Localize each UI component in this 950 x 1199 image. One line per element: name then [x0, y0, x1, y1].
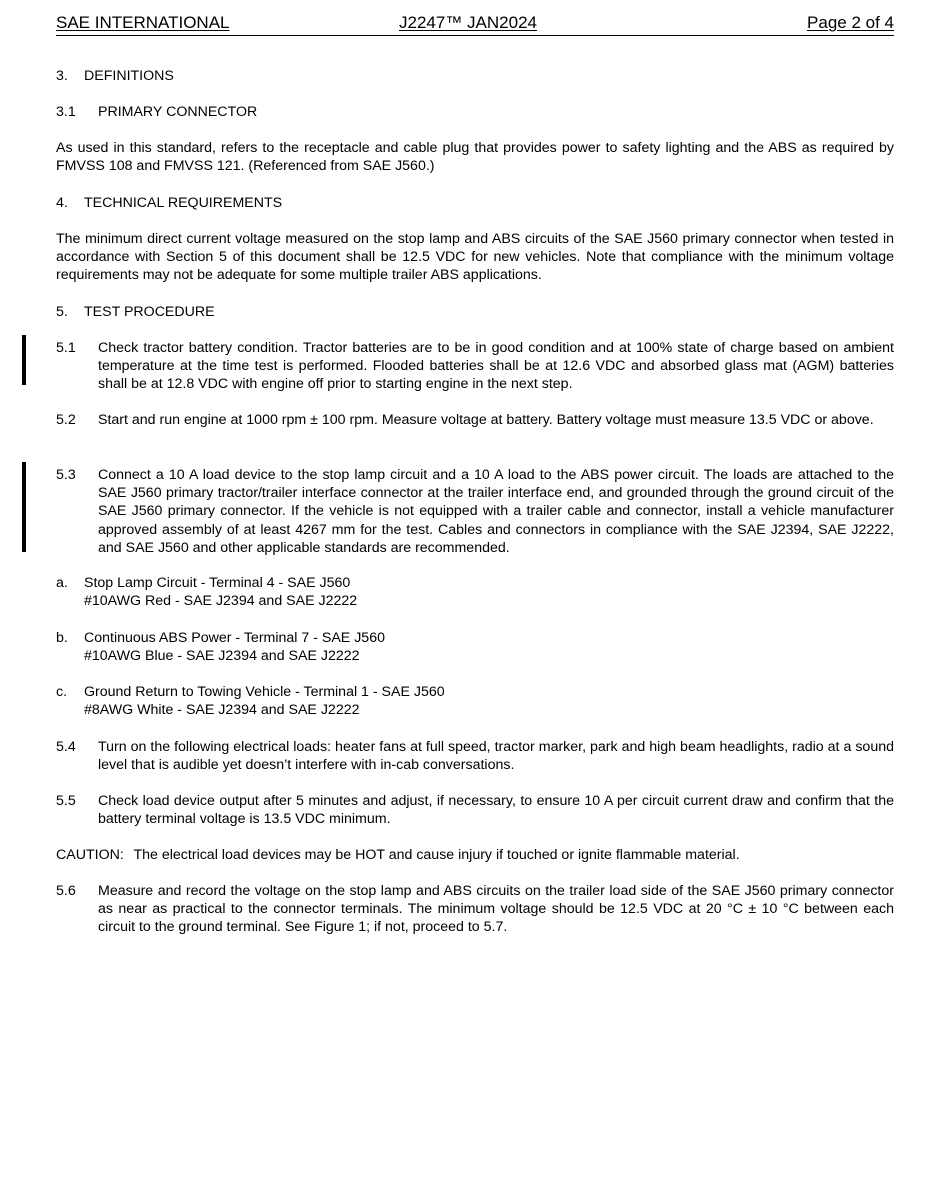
- caution-label: CAUTION:: [56, 847, 124, 863]
- header-document-id: J2247™ JAN2024: [399, 13, 537, 32]
- section-heading-3: [56, 67, 894, 85]
- paragraph-primary-connector: As used in this standard, refers to the receptacle and cable plug that provides power to safety lighting and the ABS as required by FMVSS 108 and FMVSS 121. (Referenced from SAE J560.): [56, 140, 894, 175]
- section-title: DEFINITIONS: [84, 68, 174, 84]
- step-5-1: [56, 339, 894, 394]
- list-line-2: #8AWG White - SAE J2394 and SAE J2222: [84, 702, 360, 719]
- section-heading-3-1: [56, 103, 894, 121]
- step-number: 5.2: [56, 412, 76, 428]
- list-item-a: [56, 574, 894, 610]
- list-line-1: Stop Lamp Circuit - Terminal 4 - SAE J560: [84, 575, 351, 591]
- step-5-5: [56, 792, 894, 828]
- list-letter: a.: [56, 575, 68, 591]
- caution-text: The electrical load devices may be HOT and cause injury if touched or ignite flammable material.: [133, 847, 740, 863]
- header-page-number: Page 2 of 4: [807, 13, 894, 32]
- step-5-2: [56, 411, 894, 429]
- step-text: Check tractor battery condition. Tractor batteries are to be in good condition and at 100% state of charge based on ambient temperature at the time test is performed. Flooded batteries shall be at 12.6 VDC and absorbed glass mat (AGM) batteries shall be at 12.8 VDC with engine off prior to starting engine in the next step.: [98, 340, 894, 393]
- step-text: Check load device output after 5 minutes and adjust, if necessary, to ensure 10 A per circuit current draw and confirm that the battery terminal voltage is 13.5 VDC minimum.: [98, 793, 894, 828]
- section-title: TECHNICAL REQUIREMENTS: [84, 195, 283, 211]
- list-line-2: #10AWG Blue - SAE J2394 and SAE J2222: [84, 648, 360, 665]
- list-line-1: Ground Return to Towing Vehicle - Terminal 1 - SAE J560: [84, 684, 445, 700]
- step-5-3: [56, 466, 894, 557]
- step-text: Turn on the following electrical loads: heater fans at full speed, tractor marker, park and high beam headlights, radio at a sound level that is audible yet doesn’t interfere with in-cab conversations.: [98, 739, 894, 774]
- page-header: [56, 13, 894, 36]
- section-title: PRIMARY CONNECTOR: [98, 104, 258, 120]
- step-number: 5.3: [56, 467, 76, 483]
- section-number: 3.: [56, 68, 68, 84]
- list-item-c: [56, 683, 894, 719]
- list-line-1: Continuous ABS Power - Terminal 7 - SAE J560: [84, 630, 385, 646]
- step-text: Measure and record the voltage on the stop lamp and ABS circuits on the trailer load side of the SAE J560 primary connector as near as practical to the connector terminals. The minimum voltage should be 12.5 VDC at 20 °C ± 10 °C between each circuit to the ground terminal. See Figure 1; if not, proceed to 5.7.: [98, 883, 894, 936]
- step-number: 5.5: [56, 793, 76, 809]
- list-letter: c.: [56, 684, 68, 700]
- step-5-4: [56, 738, 894, 774]
- section-title: TEST PROCEDURE: [84, 304, 215, 320]
- revision-change-bar: [22, 335, 26, 385]
- step-number: 5.4: [56, 739, 76, 755]
- list-item-b: [56, 629, 894, 665]
- step-text: Connect a 10 A load device to the stop lamp circuit and a 10 A load to the ABS power circuit. The loads are attached to the SAE J560 primary tractor/trailer interface connector at the trailer interface end, and grounded through the ground circuit of the SAE J560 primary connector. If the vehicle is not equipped with a trailer cable and connector, install a vehicle manufacturer approved assembly of at least 4267 mm for the test. Cables and connectors in compliance with the SAE J2394, SAE J2222, and SAE J560 and other applicable standards are recommended.: [98, 467, 894, 556]
- section-number: 3.1: [56, 104, 76, 120]
- revision-change-bar: [22, 462, 26, 552]
- caution-note: [56, 846, 894, 864]
- section-heading-5: [56, 303, 894, 321]
- header-publisher: SAE INTERNATIONAL: [56, 13, 230, 32]
- list-line-2: #10AWG Red - SAE J2394 and SAE J2222: [84, 593, 358, 610]
- section-heading-4: [56, 194, 894, 212]
- section-number: 4.: [56, 195, 68, 211]
- step-number: 5.1: [56, 340, 76, 356]
- section-number: 5.: [56, 304, 68, 320]
- step-5-6: [56, 882, 894, 937]
- list-letter: b.: [56, 630, 68, 646]
- step-number: 5.6: [56, 883, 76, 899]
- step-text: Start and run engine at 1000 rpm ± 100 rpm. Measure voltage at battery. Battery voltage must measure 13.5 VDC or above.: [98, 412, 874, 428]
- paragraph-technical-requirements: The minimum direct current voltage measured on the stop lamp and ABS circuits of the SAE J560 primary connector when tested in accordance with Section 5 of this document shall be 12.5 VDC for new vehicles. Note that compliance with the minimum voltage requirements may not be adequate for some multiple trailer ABS applications.: [56, 231, 894, 284]
